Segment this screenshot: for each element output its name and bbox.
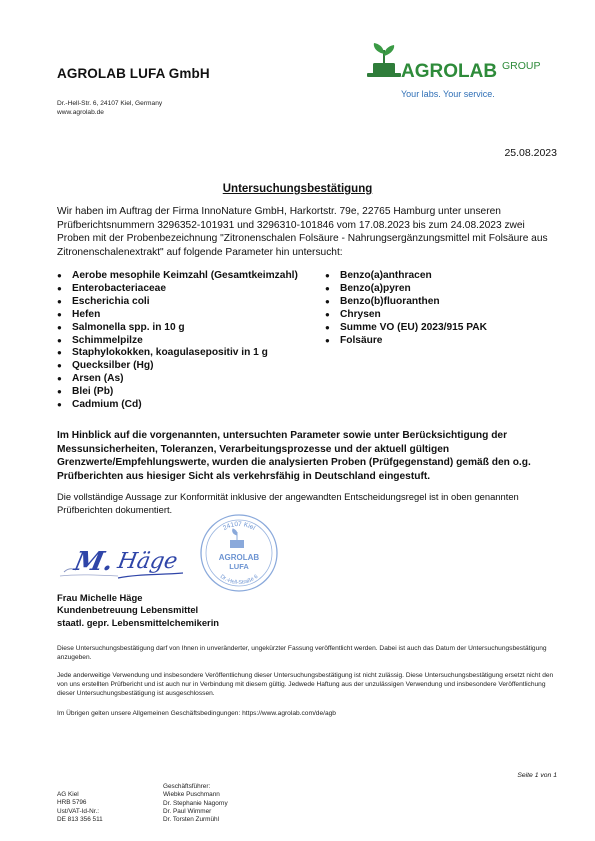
manager-name: Wiebke Puschmann	[163, 791, 220, 799]
signer-title: staatl. gepr. Lebensmittelchemikerin	[57, 616, 220, 628]
document-date: 25.08.2023	[504, 147, 557, 159]
parameter-item: ● Arsen (As)	[57, 373, 298, 386]
company-name: AGROLAB LUFA GmbH	[57, 66, 210, 81]
note-terms: Im Übrigen gelten unsere Allgemeinen Geschäftsbedingungen: https://www.agrolab.com/de/agb	[57, 710, 336, 717]
logo-brand: AGROLAB	[401, 61, 498, 82]
page-number: Seite 1 von 1	[517, 772, 557, 779]
manager-name: Dr. Paul Wimmer	[163, 807, 212, 815]
footer-line: DE 813 356 511	[57, 815, 103, 823]
handwritten-signature	[58, 538, 188, 588]
managers-label: Geschäftsführer:	[163, 783, 211, 790]
svg-text:AGROLAB: AGROLAB	[218, 553, 260, 562]
note-restriction: Jede anderweitige Verwendung und insbesondere Veröffentlichung dieser Untersuchungsbestätigung ist nicht zulässig. Diese Untersuchungsbestätigung ersetzt nicht den von uns erstellten Prüfbericht und ist auch nur in Verbindung mit diesem gültig. Jedwede Haftung aus der unzulässigen Verwendung und insbesondere Veröffentlichung dieser Untersuchungsbestätigung ist ausgeschlossen.	[57, 672, 554, 697]
intro-paragraph: Wir haben im Auftrag der Firma InnoNature GmbH, Harkortstr. 79e, 22765 Hamburg unter unseren Prüfberichtsnummern 3296352-101931 und 3296310-101846 vom 17.08.2023 bis zum 24.08.2023 zwei Proben mit der Probenbezeichnung "Zitronenschalen Folsäure - Nahrungsergänzungsmittel mit Folsäure aus Zitronenschalenextrakt" auf folgende Parameter hin untersucht:	[57, 206, 548, 258]
parameter-item: ● Summe VO (EU) 2023/915 PAK	[325, 322, 487, 335]
parameter-list-left	[57, 270, 298, 412]
parameter-item: ● Quecksilber (Hg)	[57, 360, 298, 373]
svg-text:M.: M.	[71, 546, 117, 577]
footer-managers	[163, 783, 228, 824]
logo-tagline: Your labs. Your service.	[401, 89, 495, 99]
parameter-item: ● Staphylokokken, koagulasepositiv in 1 g	[57, 347, 298, 360]
parameter-item: ● Schimmelpilze	[57, 335, 298, 348]
note-publication: Diese Untersuchungsbestätigung darf von Ihnen in unveränderter, ungekürzter Fassung veröffentlicht werden. Dabei ist auch das Datum der Untersuchungsbestätigung anzugeben.	[57, 645, 547, 661]
parameter-item: ● Enterobacteriaceae	[57, 283, 298, 296]
parameter-item: ● Escherichia coli	[57, 296, 298, 309]
parameter-item: ● Hefen	[57, 309, 298, 322]
manager-name: Dr. Torsten Zurmühl	[163, 816, 219, 824]
footer-line: Ust/VAT-Id-Nr.:	[57, 807, 100, 815]
plant-icon	[367, 43, 401, 77]
footer-line: HRB 5796	[57, 799, 87, 807]
parameter-item: ● Blei (Pb)	[57, 386, 298, 399]
footer-registration	[57, 791, 103, 824]
manager-name: Dr. Stephanie Nagorny	[163, 799, 228, 807]
signer-name: Frau Michelle Häge	[57, 592, 143, 603]
svg-text:LUFA: LUFA	[229, 562, 249, 571]
logo-group: GROUP	[502, 60, 541, 72]
parameter-item: ● Chrysen	[325, 309, 487, 322]
parameter-item: ● Cadmium (Cd)	[57, 399, 298, 412]
footer-line: AG Kiel	[57, 791, 79, 798]
conclusion-paragraph: Im Hinblick auf die vorgenannten, untersuchten Parameter sowie unter Berücksichtigung der Messunsicherheiten, Toleranzen, Verarbeitungsprozesse und der aktuell gültigen Grenzwerte/Empfehlungswerte, wurden die analysierten Proben (Prüfgegenstand) gemäß den o.g. Prüfberichten aus hiesiger Sicht als verkehrsfähig in Deutschland eingestuft.	[57, 430, 531, 482]
company-address: Dr.-Hell-Str. 6, 24107 Kiel, Germany	[57, 100, 163, 107]
company-address-block	[57, 99, 162, 117]
document-title: Untersuchungsbestätigung	[222, 183, 373, 195]
parameter-item: ● Benzo(a)anthracen	[325, 270, 487, 283]
svg-text:Häge: Häge	[115, 548, 180, 574]
lab-stamp	[198, 512, 280, 594]
parameter-item: ● Aerobe mesophile Keimzahl (Gesamtkeimzahl)	[57, 270, 298, 283]
parameter-item: ● Salmonella spp. in 10 g	[57, 322, 298, 335]
parameter-list-right	[325, 270, 487, 347]
company-website: www.agrolab.de	[57, 109, 104, 116]
signer-role: Kundenbetreuung Lebensmittel	[57, 604, 199, 616]
svg-text:24107 Kiel: 24107 Kiel	[221, 520, 257, 533]
conformity-statement: Die vollständige Aussage zur Konformität inklusive der angewandten Entscheidungsregel ist in oben genannten Prüfberichten dokumentiert.	[57, 491, 519, 515]
agrolab-logo	[361, 42, 561, 102]
parameter-item: ● Benzo(a)pyren	[325, 283, 487, 296]
parameter-item: ● Benzo(b)fluoranthen	[325, 296, 487, 309]
signer-block	[57, 592, 219, 629]
svg-text:Dr.-Hell-Straße 6: Dr.-Hell-Straße 6	[218, 573, 260, 587]
parameter-item: ● Folsäure	[325, 335, 487, 348]
